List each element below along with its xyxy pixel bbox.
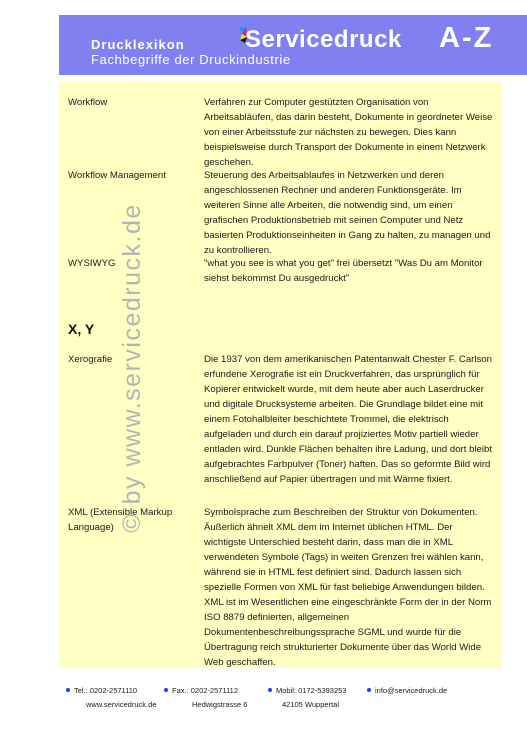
term-xerografie: Xerografie	[68, 354, 113, 365]
footer-contact	[0, 678, 527, 746]
bullet-icon	[268, 688, 272, 692]
footer-tel: Tel.: 0202-2571110	[66, 686, 137, 695]
header-banner	[59, 15, 527, 75]
bullet-icon	[66, 688, 70, 692]
copyright-watermark: © by www.servicedruck.de	[118, 203, 146, 533]
footer-mobil: Mobil: 0172-5393253	[268, 686, 346, 695]
section-heading-x-y: X, Y	[68, 321, 95, 337]
definition-xml: Symbolsprache zum Beschreiben der Struktur von Dokumenten. Äußerlich ähnelt XML dem im Internet üblichen HTML. Der wichtigste Unterschied besteht darin, dass man die in XML verwendeten Symbole (Tags) in weiten Grenzen frei wählen kann, während sie in HTML fest definiert sind. Dadurch lassen sich spezielle Formen von XML für fast beliebige Anwendungen bilden. XML ist im Wesentlichen eine eingeschränkte Form der in der Norm ISO 8879 definierten, allgemeinen Dokumentenbeschreibungssprache SGML und wurde für die Übertragung reich strukturierter Dokumente über das World Wide Web geschaffen.	[204, 507, 492, 668]
definition-workflow: Verfahren zur Computer gestützten Organisation von Arbeitsabläufen, das darin besteht, Dokumente in geordneter Weise von einer Arbeitsstufe zur nächsten zu bewegen. Dies kann beispielsweise durch Transport der Dokumente in einem Netzwerk geschehen.	[204, 97, 493, 168]
footer-website[interactable]: www.servicedruck.de	[86, 700, 157, 709]
footer-city: 42105 Wuppertal	[282, 700, 339, 709]
definition-workflow-management: Steuerung des Arbeitsablaufes in Netzwerken und deren angeschlossenen Rechner und anderen Funktionsgeräte. Im weiteren Sinne alle Arbeiten, die notwendig sind, um einen grafischen Produktionsbetrieb mit seinen Computer und Netz basierten Produktionseinheiten in Gang zu halten, zu managen und zu kontrollieren.	[204, 170, 491, 256]
term-workflow: Workflow	[68, 97, 108, 108]
term-wysiwyg: WYSIWYG	[68, 258, 116, 269]
term-xml: XML (Extensible Markup Language)	[68, 507, 173, 533]
bullet-icon	[164, 688, 168, 692]
header-title: Drucklexikon	[91, 37, 185, 52]
footer-email[interactable]: info@servicedruck.de	[367, 686, 447, 695]
footer-street: Hedwigstrasse 6	[192, 700, 248, 709]
definition-wysiwyg: "what you see is what you get" frei übersetzt "Was Du am Monitor siehst bekommst Du ausgedruckt"	[204, 258, 483, 284]
az-label: A-Z	[439, 22, 494, 54]
header-subtitle: Fachbegriffe der Druckindustrie	[91, 52, 291, 67]
bullet-icon	[367, 688, 371, 692]
footer-fax: Fax.: 0202-2571112	[164, 686, 238, 695]
term-workflow-management: Workflow Management	[68, 170, 166, 181]
definition-xerografie: Die 1937 von dem amerikanischen Patentanwalt Chester F. Carlson erfundene Xerografie ist ein Druckverfahren, das ursprünglich für Kopierer entwickelt wurde, mit dem heute aber auch Laserdrucker und digitale Drucksysteme arbeiten. Die Grundlage bildet eine mit einem Fotohalbleiter beschichtete Trommel, die elektrisch aufgeladen und durch ein darauf projiziertes Motiv partiell wieder entladen wird. Dunkle Flächen behalten ihre Ladung, und dort bleibt aufgebrachtes Farbpulver (Toner) haften. Das so geformte Bild wird anschließend auf Papier übertragen und mit Wärme fixiert.	[204, 354, 493, 485]
logo-servicedruck: Servicedruck	[245, 26, 402, 53]
